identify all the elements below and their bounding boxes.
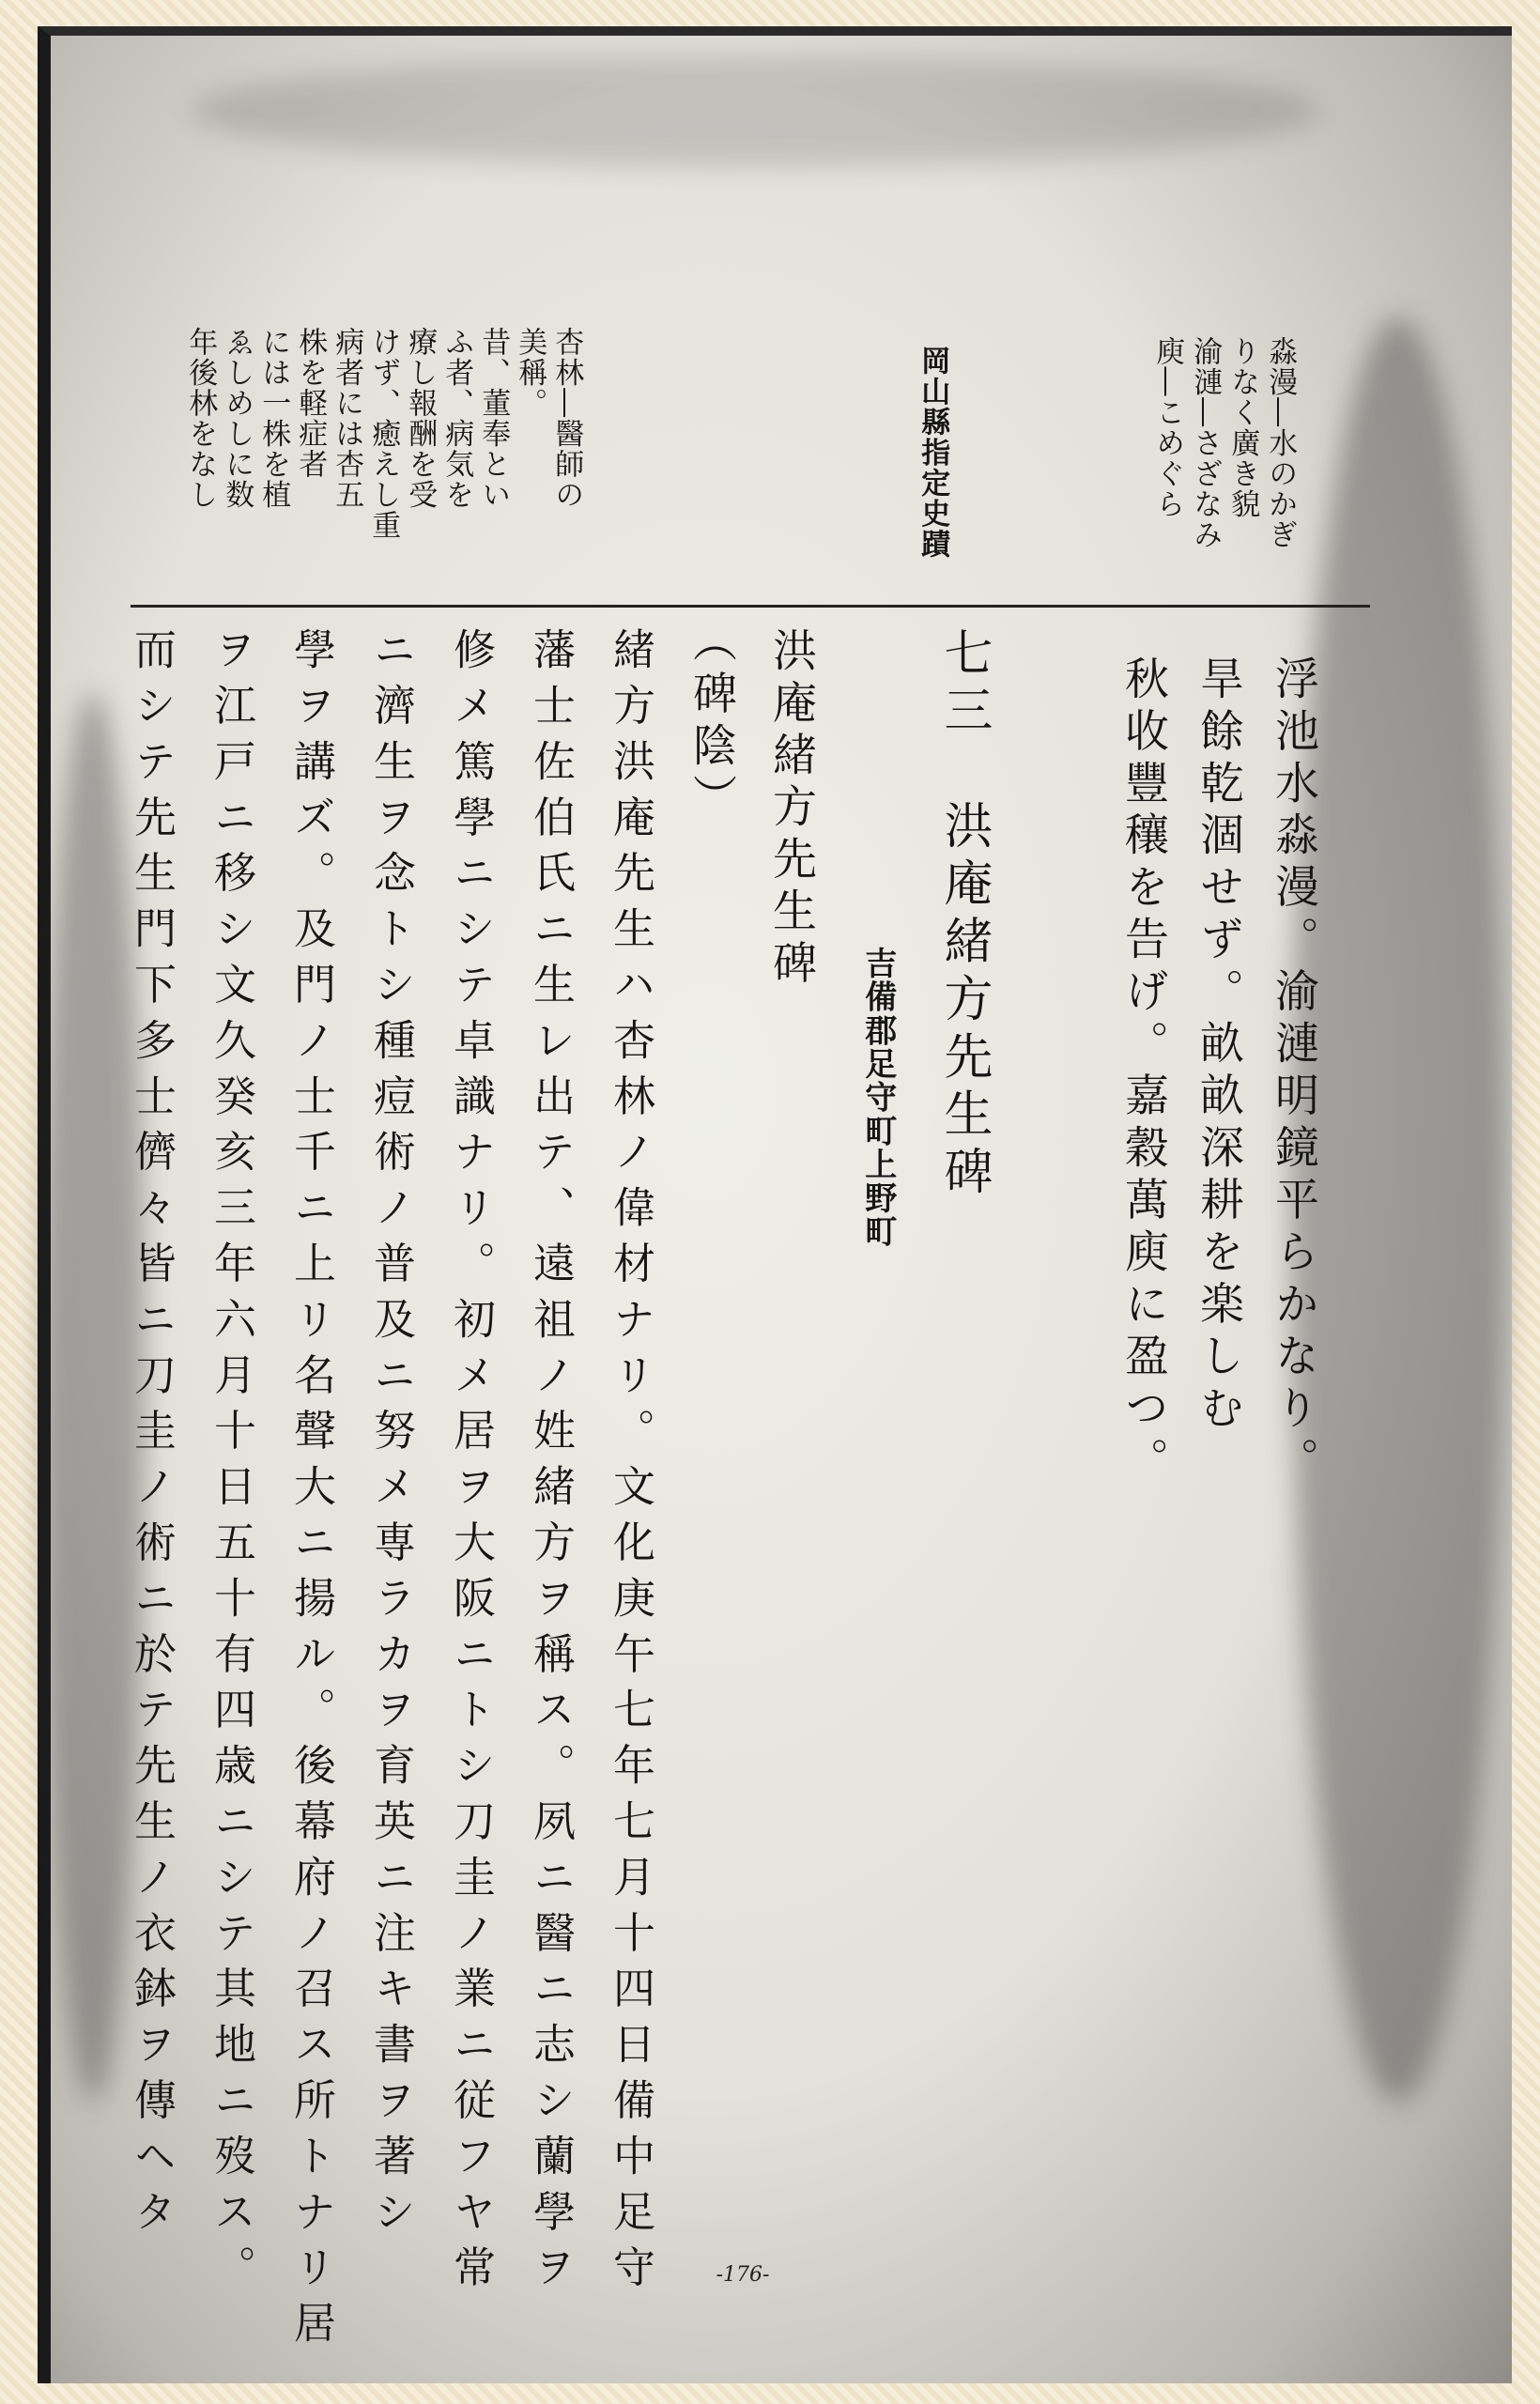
- note-line: 療し報酬を受: [403, 327, 438, 511]
- body-line: ニ濟生ヲ念トシ種痘術ノ普及ニ努メ専ラカヲ育英ニ注キ書ヲ著シ: [366, 627, 416, 2245]
- note-line: 美稱。: [513, 327, 547, 419]
- poem-line: 浮池水淼漫。渝漣明鏡平らかなり。: [1268, 655, 1319, 1489]
- note-line: ふ者、病気を: [439, 327, 474, 511]
- body-line: 修メ篤學ニシテ卓識ナリ。初メ居ヲ大阪ニトシ刀圭ノ業ニ従フヤ常: [446, 627, 496, 2302]
- note-line: 株を軽症者: [293, 327, 328, 480]
- inscription-label: （碑陰）: [685, 618, 737, 826]
- note-line: 庾―こめぐら: [1150, 336, 1185, 520]
- body-line: 藩士佐伯氏ニ生レ出テ、遠祖ノ姓緒方ヲ稱ス。夙ニ醫ニ志シ蘭學ヲ: [526, 627, 576, 2302]
- document-page: [38, 26, 1512, 2383]
- body-line: ヲ江戸ニ移シ文久癸亥三年六月十日五十有四歳ニシテ其地ニ歿ス。: [207, 627, 256, 2301]
- note-line: には一株を植: [256, 327, 291, 511]
- scan-smudge: [192, 54, 1318, 167]
- body-line: 學ヲ講ズ。及門ノ士千ニ上リ名聲大ニ揚ル。後幕府ノ召ス所トナリ居: [286, 627, 336, 2357]
- entry-location: 吉備郡足守町上野町: [858, 947, 897, 1249]
- note-line: ゑしめしに数: [220, 327, 254, 511]
- note-line: 年後林をなし: [183, 327, 218, 511]
- note-line: 渝漣―さざなみ: [1188, 336, 1223, 550]
- poem-line: 秋收豐穰を告げ。嘉穀萬庾に盈つ。: [1117, 655, 1169, 1489]
- body-line: 而シテ先生門下多士儕々皆ニ刀圭ノ術ニ於テ先生ノ衣鉢ヲ傳ヘタ: [127, 627, 177, 2245]
- note-line: 昔、董奉とい: [476, 327, 511, 511]
- poem-line: 旱餘乾涸せず。畝畝深耕を楽しむ: [1193, 655, 1244, 1437]
- body-line: 緒方洪庵先生ハ杏林ノ偉材ナリ。文化庚午七年七月十四日備中足守: [606, 627, 655, 2301]
- note-line: 病者には杏五: [330, 327, 364, 511]
- horizontal-rule: [131, 605, 1370, 608]
- page-number: -176-: [716, 2263, 770, 2287]
- entry-title: 七三 洪庵緒方先生碑: [935, 627, 992, 1204]
- note-line: けず、癒えし重: [366, 327, 401, 541]
- note-line: 杏林―醫師の: [549, 327, 584, 511]
- note-line: 淼漫―水のかぎ: [1263, 336, 1298, 550]
- monument-title: 洪庵緒方先生碑: [765, 627, 817, 993]
- note-line: りなく廣き貌: [1225, 336, 1260, 520]
- designation-note: 岡山縣指定史蹟: [916, 346, 950, 560]
